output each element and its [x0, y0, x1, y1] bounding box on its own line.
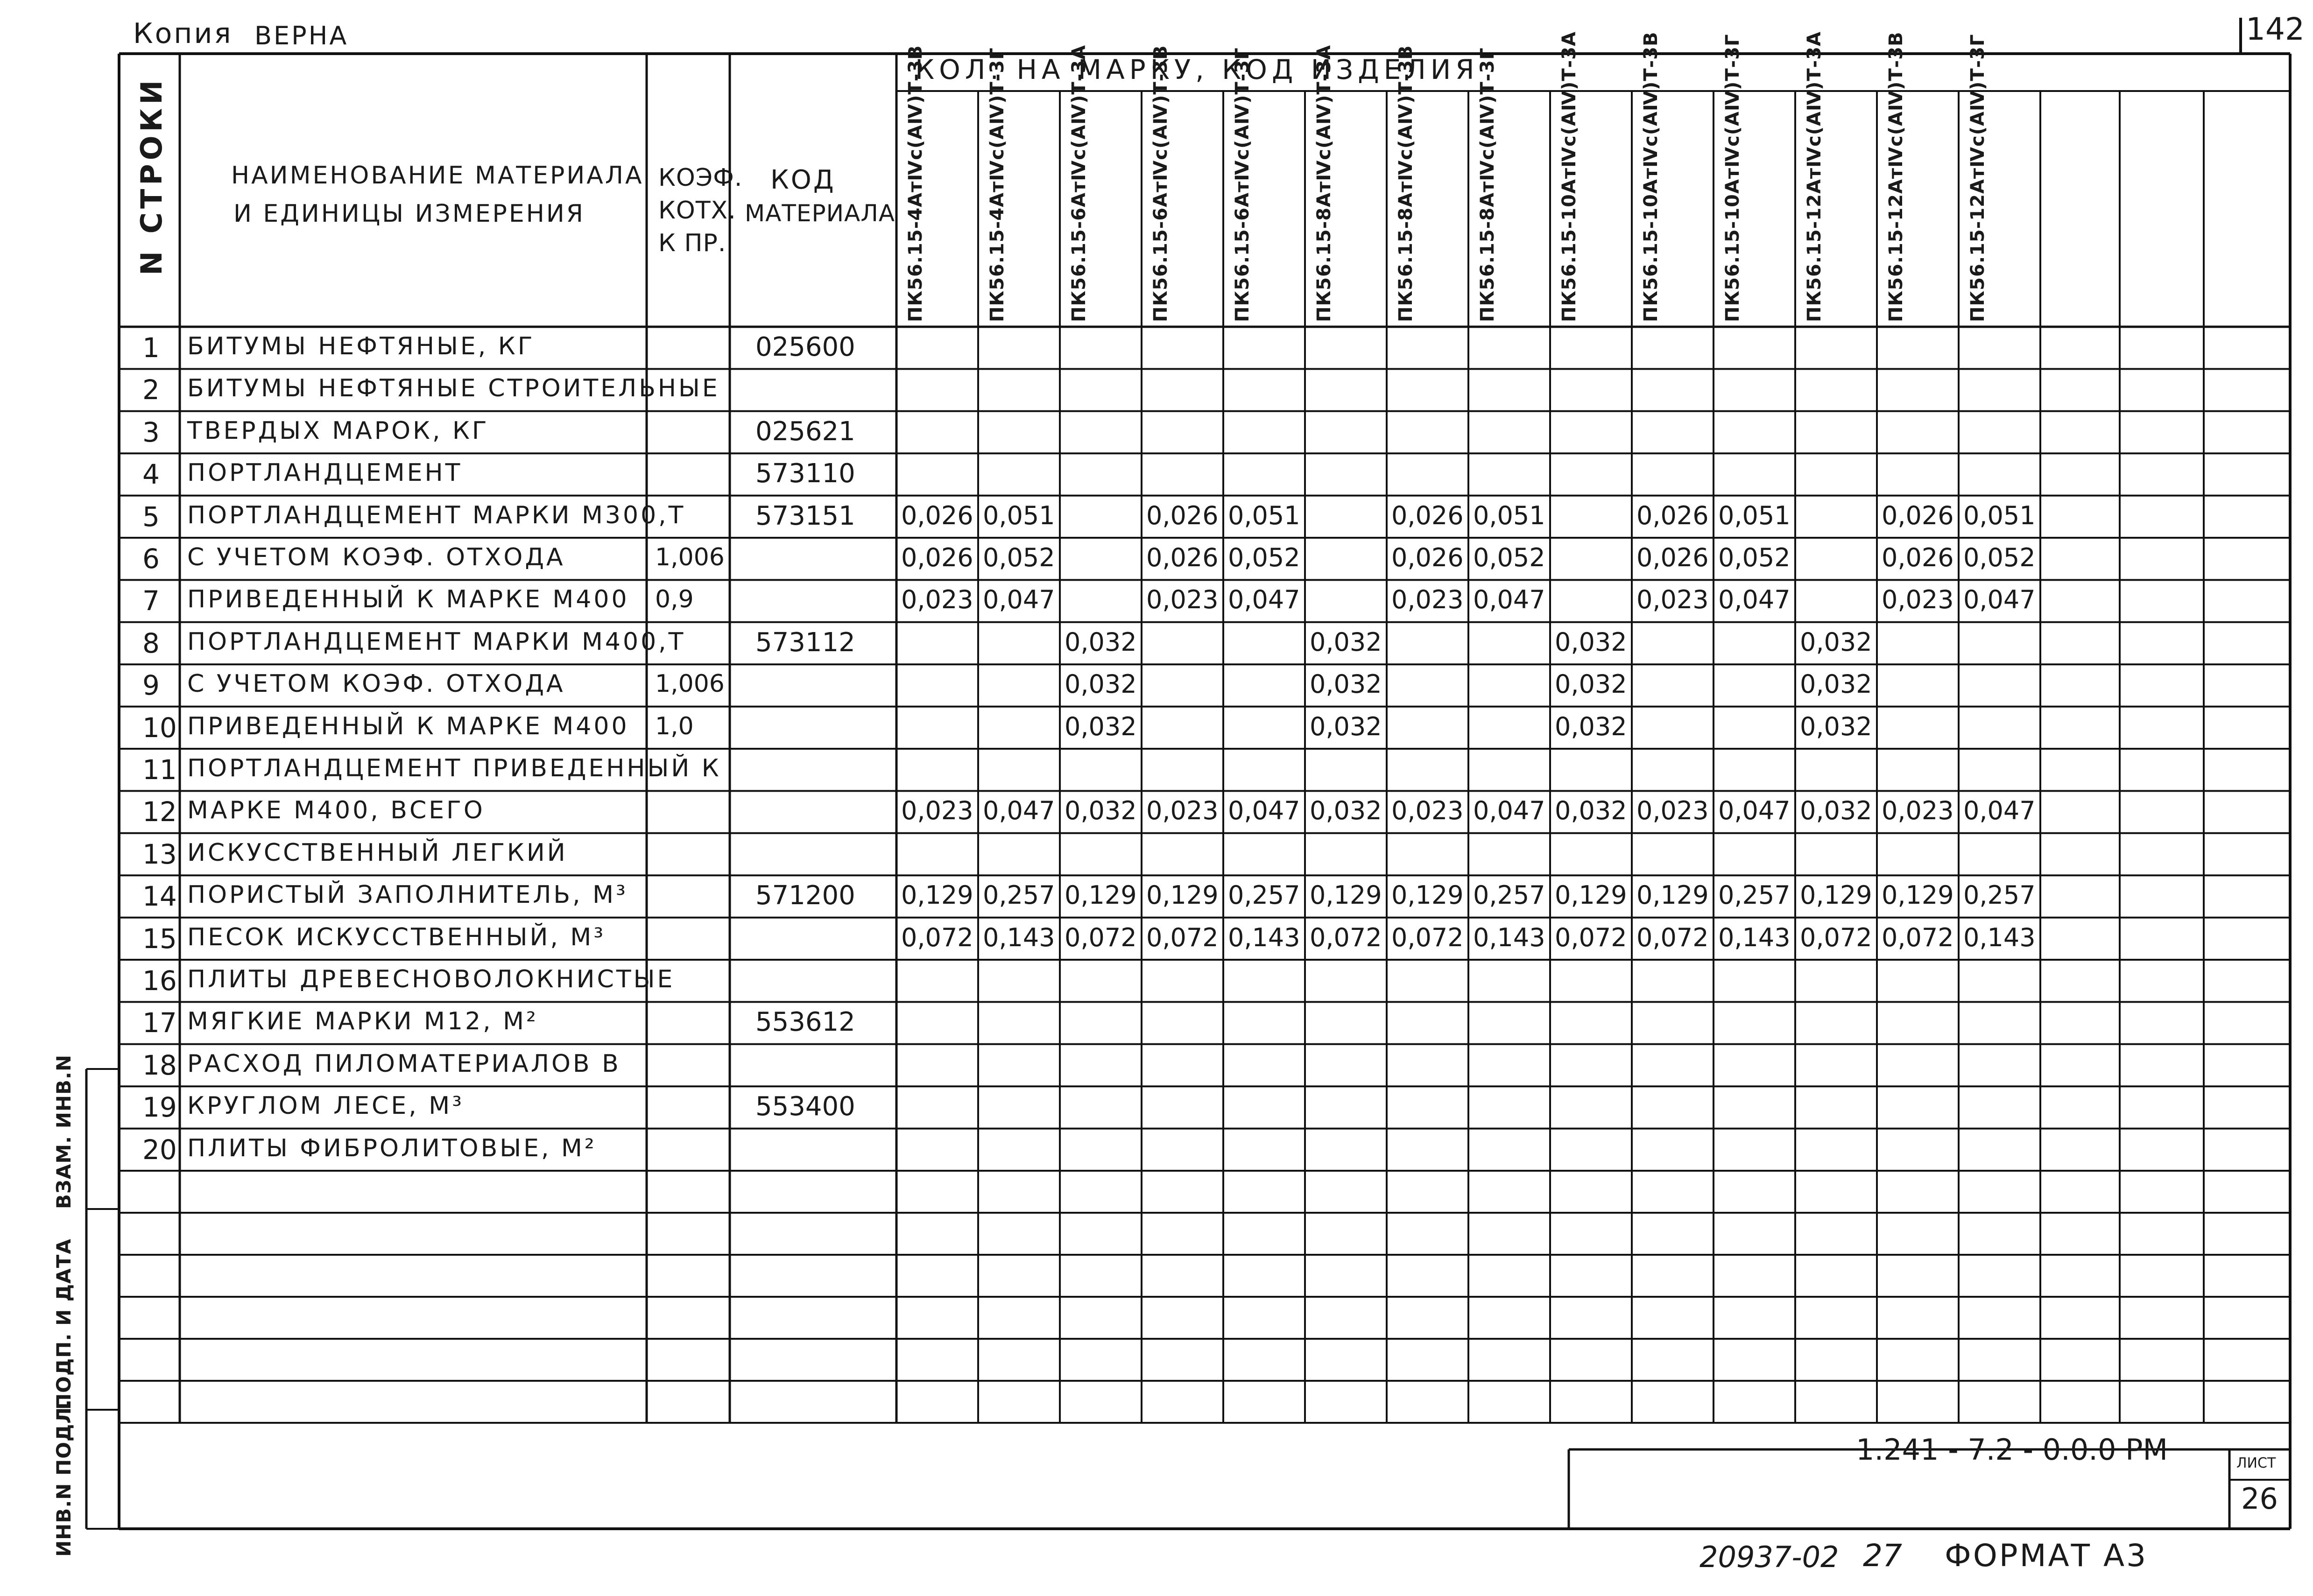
quantity-value: 0,026 — [1882, 543, 1954, 572]
verna-label: ВЕРНА — [254, 21, 349, 50]
header-koef-line1: КОЭФ. — [658, 164, 743, 192]
row-number: 19 — [142, 1091, 177, 1124]
material-code: 553612 — [755, 1007, 855, 1038]
product-column-header: ПК56.15-8АтⅣс(АⅣ)Т-3В — [1395, 45, 1417, 322]
quantity-value: 0,129 — [1800, 880, 1872, 910]
quantity-value: 0,023 — [1636, 796, 1709, 826]
quantity-value: 0,257 — [1473, 880, 1545, 910]
quantity-value: 0,143 — [1228, 922, 1300, 952]
product-column-header: ПК56.15-8АтⅣс(АⅣ)Т-3А — [1313, 44, 1335, 322]
quantity-value: 0,257 — [983, 880, 1055, 910]
material-name: КРУГЛОМ ЛЕСЕ, М³ — [187, 1092, 464, 1120]
row-number: 6 — [142, 543, 160, 575]
stamp-inv-podl: ИНВ.N ПОДЛ. — [52, 1399, 75, 1557]
quantity-value: 0,051 — [1228, 500, 1300, 530]
product-column-header: ПК56.15-4АтⅣс(АⅣ)Т-3В — [905, 45, 926, 322]
row-number: 17 — [142, 1007, 177, 1039]
material-code: 573151 — [755, 500, 855, 531]
row-number: 18 — [142, 1049, 177, 1081]
quantity-value: 0,129 — [1555, 880, 1627, 910]
quantity-value: 0,032 — [1065, 796, 1137, 826]
coefficient: 1,006 — [655, 543, 725, 571]
quantity-value: 0,052 — [1718, 543, 1791, 572]
quantity-value: 0,257 — [1228, 880, 1300, 910]
row-number: 8 — [142, 627, 160, 659]
quantity-value: 0,129 — [901, 880, 973, 910]
quantity-value: 0,129 — [1310, 880, 1382, 910]
quantity-value: 0,032 — [1555, 796, 1627, 826]
header-row-number: N СТРОКИ — [134, 77, 169, 275]
material-name: ПОРИСТЫЙ ЗАПОЛНИТЕЛЬ, М³ — [187, 881, 628, 909]
material-name: ТВЕРДЫХ МАРОК, КГ — [187, 416, 489, 445]
quantity-value: 0,072 — [1391, 922, 1464, 952]
material-name: С УЧЕТОМ КОЭФ. ОТХОДА — [187, 670, 565, 698]
sheet-number: 26 — [2241, 1482, 2278, 1516]
material-name: ПЕСОК ИСКУССТВЕННЫЙ, М³ — [187, 923, 606, 951]
row-number: 13 — [142, 838, 177, 870]
quantity-value: 0,143 — [1963, 922, 2036, 952]
product-column-header: ПК56.15-8АтⅣс(АⅣ)Т-3Г — [1477, 47, 1498, 322]
coefficient: 1,006 — [655, 670, 725, 698]
product-column-header: ПК56.15-10АтⅣс(АⅣ)Т-3В — [1640, 31, 1662, 322]
quantity-value: 0,047 — [983, 585, 1055, 615]
quantity-value: 0,047 — [1718, 796, 1791, 826]
format-label: ФОРМАТ А3 — [1945, 1538, 2148, 1574]
quantity-value: 0,026 — [1146, 543, 1219, 572]
row-number: 2 — [142, 374, 160, 406]
quantity-value: 0,051 — [1718, 500, 1791, 530]
quantity-value: 0,072 — [1636, 922, 1709, 952]
quantity-value: 0,032 — [1310, 711, 1382, 741]
order-number: 20937-02 — [1699, 1540, 1839, 1574]
quantity-value: 0,026 — [1636, 500, 1709, 530]
quantity-value: 0,047 — [1473, 796, 1545, 826]
quantity-value: 0,026 — [1146, 500, 1219, 530]
product-column-header: ПК56.15-6АтⅣс(АⅣ)Т-3Г — [1232, 47, 1253, 322]
quantity-value: 0,047 — [1228, 796, 1300, 826]
quantity-value: 0,257 — [1718, 880, 1791, 910]
stamp-vzam-inv: ВЗАМ. ИНВ.N — [52, 1054, 75, 1209]
header-code-line1: КОД — [770, 165, 836, 195]
material-name: ПОРТЛАНДЦЕМЕНТ МАРКИ М300,Т — [187, 501, 686, 529]
header-koef-line3: К ПР. — [658, 229, 726, 257]
quantity-value: 0,026 — [1636, 543, 1709, 572]
material-name: РАСХОД ПИЛОМАТЕРИАЛОВ В — [187, 1049, 621, 1078]
quantity-value: 0,032 — [1310, 669, 1382, 699]
material-name: БИТУМЫ НЕФТЯНЫЕ СТРОИТЕЛЬНЫЕ — [187, 374, 720, 403]
material-name: ПОРТЛАНДЦЕМЕНТ МАРКИ М400,Т — [187, 627, 686, 656]
row-number: 15 — [142, 922, 177, 955]
material-name: ИСКУССТВЕННЫЙ ЛЕГКИЙ — [187, 838, 568, 867]
row-number: 14 — [142, 880, 177, 913]
quantity-value: 0,023 — [1636, 585, 1709, 615]
product-column-header: ПК56.15-6АтⅣс(АⅣ)Т-3А — [1068, 44, 1090, 322]
quantity-value: 0,052 — [1963, 543, 2036, 572]
row-number: 10 — [142, 711, 177, 744]
quantity-value: 0,129 — [1391, 880, 1464, 910]
material-name: ПРИВЕДЕННЫЙ К МАРКЕ М400 — [187, 585, 629, 614]
material-name: МЯГКИЕ МАРКИ М12, М² — [187, 1007, 538, 1036]
sheet-label: ЛИСТ — [2236, 1455, 2276, 1471]
quantity-value: 0,047 — [1228, 585, 1300, 615]
quantity-value: 0,143 — [983, 922, 1055, 952]
quantity-value: 0,052 — [983, 543, 1055, 572]
quantity-value: 0,051 — [983, 500, 1055, 530]
quantity-value: 0,032 — [1555, 627, 1627, 657]
material-code: 553400 — [755, 1091, 855, 1122]
row-number: 4 — [142, 458, 160, 491]
quantity-value: 0,032 — [1800, 711, 1872, 741]
quantity-value: 0,032 — [1065, 711, 1137, 741]
document-number: 1.241 - 7.2 - 0.0.0 РМ — [1856, 1433, 2168, 1467]
quantity-value: 0,072 — [1065, 922, 1137, 952]
material-name: ПЛИТЫ ФИБРОЛИТОВЫЕ, М² — [187, 1134, 597, 1162]
material-name: ПРИВЕДЕННЫЙ К МАРКЕ М400 — [187, 712, 629, 740]
kopiya-label: Копия — [133, 17, 233, 50]
material-name: ПОРТЛАНДЦЕМЕНТ ПРИВЕДЕННЫЙ К — [187, 754, 721, 782]
quantity-value: 0,051 — [1963, 500, 2036, 530]
row-number: 1 — [142, 332, 160, 364]
quantity-value: 0,026 — [1882, 500, 1954, 530]
page-number: 27 — [1863, 1538, 1902, 1574]
product-column-header: ПК56.15-12АтⅣс(АⅣ)Т-3А — [1804, 31, 1825, 322]
material-code: 571200 — [755, 880, 855, 911]
quantity-value: 0,032 — [1800, 796, 1872, 826]
quantity-value: 0,257 — [1963, 880, 2036, 910]
row-number: 11 — [142, 754, 177, 786]
quantity-value: 0,032 — [1065, 627, 1137, 657]
quantity-value: 0,143 — [1718, 922, 1791, 952]
quantity-value: 0,023 — [1391, 796, 1464, 826]
quantity-value: 0,072 — [1146, 922, 1219, 952]
quantity-value: 0,023 — [1882, 796, 1954, 826]
quantity-value: 0,047 — [1963, 585, 2036, 615]
product-column-header: ПК56.15-6АтⅣс(АⅣ)Т-3В — [1150, 45, 1171, 322]
product-column-header: ПК56.15-10АтⅣс(АⅣ)Т-3А — [1558, 31, 1580, 322]
header-name-line2: И ЕДИНИЦЫ ИЗМЕРЕНИЯ — [233, 200, 585, 228]
quantity-value: 0,047 — [1963, 796, 2036, 826]
product-column-header: ПК56.15-10АтⅣс(АⅣ)Т-3Г — [1722, 34, 1743, 322]
quantity-value: 0,047 — [1718, 585, 1791, 615]
quantity-value: 0,129 — [1636, 880, 1709, 910]
quantity-value: 0,023 — [1146, 796, 1219, 826]
header-code-line2: МАТЕРИАЛА — [745, 200, 896, 227]
quantity-value: 0,032 — [1310, 627, 1382, 657]
material-code: 573112 — [755, 627, 855, 658]
material-name: ПЛИТЫ ДРЕВЕСНОВОЛОКНИСТЫЕ — [187, 965, 675, 993]
quantity-value: 0,023 — [1391, 585, 1464, 615]
quantity-value: 0,143 — [1473, 922, 1545, 952]
product-column-header: ПК56.15-4АтⅣс(АⅣ)Т-3Г — [987, 47, 1008, 322]
quantity-value: 0,026 — [1391, 500, 1464, 530]
quantity-value: 0,023 — [901, 796, 973, 826]
quantity-value: 0,129 — [1882, 880, 1954, 910]
material-code: 573110 — [755, 458, 855, 489]
quantity-value: 0,032 — [1065, 669, 1137, 699]
quantity-value: 0,072 — [1555, 922, 1627, 952]
quantity-value: 0,072 — [1882, 922, 1954, 952]
header-group-label: КОЛ. НА МАРКУ, КОД ИЗДЕЛИЯ — [915, 54, 1479, 85]
corner-sheet-number: 142 — [2246, 11, 2305, 47]
quantity-value: 0,129 — [1065, 880, 1137, 910]
quantity-value: 0,026 — [1391, 543, 1464, 572]
quantity-value: 0,026 — [901, 543, 973, 572]
material-name: С УЧЕТОМ КОЭФ. ОТХОДА — [187, 543, 565, 571]
quantity-value: 0,032 — [1555, 711, 1627, 741]
quantity-value: 0,129 — [1146, 880, 1219, 910]
quantity-value: 0,047 — [1473, 585, 1545, 615]
quantity-value: 0,072 — [1800, 922, 1872, 952]
quantity-value: 0,047 — [983, 796, 1055, 826]
quantity-value: 0,051 — [1473, 500, 1545, 530]
product-column-header: ПК56.15-12АтⅣс(АⅣ)Т-3В — [1885, 31, 1907, 322]
quantity-value: 0,052 — [1473, 543, 1545, 572]
quantity-value: 0,072 — [901, 922, 973, 952]
quantity-value: 0,032 — [1310, 796, 1382, 826]
row-number: 3 — [142, 416, 160, 448]
row-number: 20 — [142, 1133, 177, 1166]
material-code: 025600 — [755, 332, 855, 362]
coefficient: 0,9 — [655, 585, 694, 614]
row-number: 12 — [142, 796, 177, 828]
coefficient: 1,0 — [655, 712, 694, 740]
quantity-value: 0,032 — [1555, 669, 1627, 699]
row-number: 7 — [142, 585, 160, 617]
quantity-value: 0,023 — [1882, 585, 1954, 615]
row-number: 9 — [142, 669, 160, 702]
quantity-value: 0,023 — [901, 585, 973, 615]
header-name-line1: НАИМЕНОВАНИЕ МАТЕРИАЛА — [231, 162, 644, 190]
material-code: 025621 — [755, 416, 855, 447]
stamp-podp-data: ПОДП. И ДАТА — [52, 1238, 75, 1410]
header-koef-line2: КОТХ. — [658, 197, 736, 225]
quantity-value: 0,052 — [1228, 543, 1300, 572]
quantity-value: 0,032 — [1800, 669, 1872, 699]
row-number: 16 — [142, 965, 177, 997]
quantity-value: 0,026 — [901, 500, 973, 530]
material-name: БИТУМЫ НЕФТЯНЫЕ, КГ — [187, 332, 535, 360]
row-number: 5 — [142, 500, 160, 533]
quantity-value: 0,023 — [1146, 585, 1219, 615]
material-name: ПОРТЛАНДЦЕМЕНТ — [187, 459, 463, 487]
quantity-value: 0,032 — [1800, 627, 1872, 657]
product-column-header: ПК56.15-12АтⅣс(АⅣ)Т-3Г — [1967, 34, 1989, 322]
material-name: МАРКЕ М400, ВСЕГО — [187, 796, 485, 825]
quantity-value: 0,072 — [1310, 922, 1382, 952]
